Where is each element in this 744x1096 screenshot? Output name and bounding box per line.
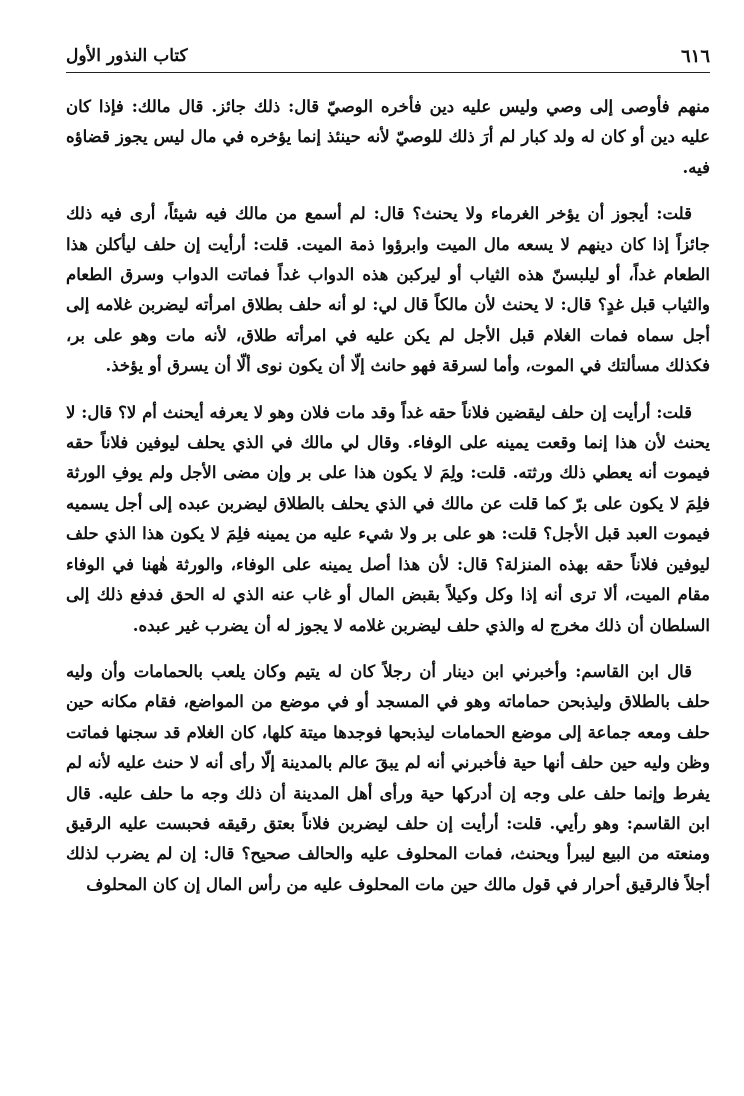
paragraph: منهم فأوصى إلى وصي وليس عليه دين فأخره الوصيّ قال: ذلك جائز. قال مالك: فإذا كان عليه دين أو كان له ولد كبار لم أرَ ذلك للوصيّ لأنه حينئذ إنما يؤخره في مال ليس يجوز قضاؤه فيه. (66, 97, 710, 177)
running-title: كتاب النذور الأول (66, 46, 188, 66)
header-divider (66, 72, 710, 73)
paragraph: قال ابن القاسم: وأخبرني ابن دينار أن رجلاً كان له يتيم وكان يلعب بالحمامات وأن وليه حلف بالطلاق وليذبحن حماماته وهو في المسجد أو في موضع من المواضع، فقام مكانه حين حلف ومعه جماعة إلى موضع الحمامات ليذبحها فوجدها ميتة كلها، كان الغلام قد سجنها فماتت وظن وليه حين حلف أنها حية فأخبرني أنه لم يبقَ عالم بالمدينة إلّا رأى أنه لا حنث عليه لأنه لم يفرط وإنما حلف على وجه إن أدركها حية ورأى أهل المدينة أن ذلك وجه ما حلف عليه. قال ابن القاسم: وهو رأيي. قلت: أرأيت إن حلف ليضربن فلاناً بعتق رقيقه فحبست عليه الرقيق ومنعته من البيع ليبرأ ويحنث، فمات المحلوف عليه والحالف صحيح؟ قال: إن لم يضرب لذلك أجلاً فالرقيق أحرار في قول مالك حين مات المحلوف عليه من رأس المال إن كان المحلوف (66, 661, 710, 894)
page-number: ٦١٦ (680, 46, 710, 67)
paragraph: قلت: أيجوز أن يؤخر الغرماء ولا يحنث؟ قال: لم أسمع من مالك فيه شيئاً، أرى فيه ذلك جائزاً إذا كان دينهم لا يسعه مال الميت وابرؤوا ذمة الميت. قلت: أرأيت إن حلف ليأكلن هذا الطعام غداً، أو ليلبسنّ هذه الثياب أو ليركبن هذه الدواب غداً فماتت الدواب وسرق الطعام والثياب قبل غدٍ؟ قال: لا يحنث لأن مالكاً قال لي: لو أنه حلف بطلاق امرأته ليضربن غلامه إلى أجل سماه فمات الغلام قبل الأجل لم يكن عليه في امرأته طلاق، لأنه مات وهو على بر، فكذلك مسألتك في الموت، وأما لسرقة فهو حانث إلّا أن يكون نوى ألّا أن يسرق أو يؤخذ. (66, 204, 710, 376)
main-text (66, 92, 710, 916)
page-header (66, 44, 710, 72)
paragraph: قلت: أرأيت إن حلف ليقضين فلاناً حقه غداً وقد مات فلان وهو لا يعرفه أيحنث أم لا؟ قال: لا يحنث لأن هذا إنما وقعت يمينه على الوفاء. وقال لي مالك في الذي يحلف ليوفين فلاناً حقه فيموت أنه يعطي ذلك ورثته. قلت: ولِمَ لا يكون هذا على بر وإن مضى الأجل ولم يوفِ الورثة فلِمَ لا يكون على برّ كما قلت عن مالك في الذي يحلف بالطلاق ليضربن عبده إلى أجل يسميه فيموت العبد قبل الأجل؟ قلت: هو على بر ولا شيء عليه من يمينه فلِمَ لا يكون هذا الذي حلف ليوفين فلاناً حقه بهذه المنزلة؟ قال: لأن هذا أصل يمينه على الوفاء، والورثة هٰهنا في الوفاء مقام الميت، ألا ترى أنه إذا وكل وكيلاً بقبض المال أو غاب عنه الذي له الحق فدفع ذلك إلى السلطان أن ذلك مخرج له والذي حلف ليضربن غلامه لا يجوز له أن يضرب غير عبده. (66, 402, 710, 635)
